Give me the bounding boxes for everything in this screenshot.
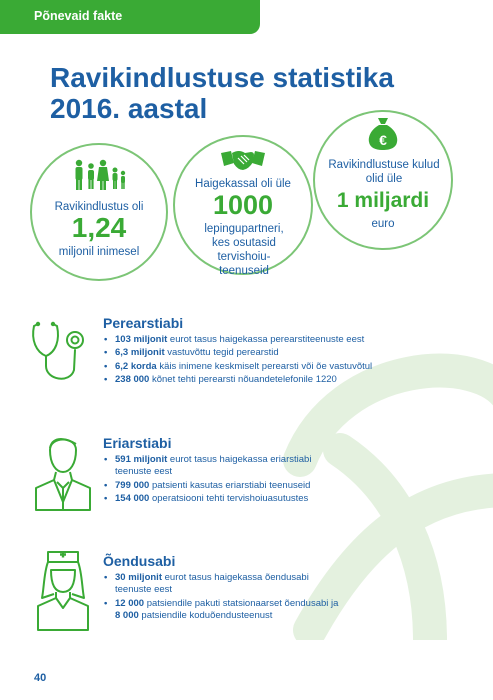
svg-text:€: € bbox=[379, 132, 387, 148]
gp-heading: Perearstiabi bbox=[103, 315, 184, 331]
header-tab bbox=[0, 0, 260, 34]
partners-post: lepingupartneri, kes osutasid tervishoiu-teenuseid bbox=[204, 223, 284, 277]
costs-circle bbox=[313, 110, 453, 250]
list-item: • 591 miljonit eurot tasus haigekassa eriarstiabi teenuste eest bbox=[103, 454, 483, 479]
partners-pre: Haigekassal oli üle bbox=[195, 178, 291, 190]
stethoscope-icon bbox=[30, 320, 88, 386]
partners-number: 1000 bbox=[212, 190, 274, 220]
family-icon bbox=[71, 159, 127, 191]
insured-circle bbox=[30, 143, 168, 281]
title-line-2: 2016. aastal bbox=[50, 93, 208, 124]
nursing-section bbox=[103, 553, 483, 623]
page-number: 40 bbox=[34, 672, 47, 684]
list-item: • 799 000 patsienti kasutas eriarstiabi teenuseid bbox=[103, 480, 483, 492]
doctor-icon bbox=[34, 430, 92, 512]
costs-pre: Ravikindlustuse kulud olid üle bbox=[328, 159, 440, 185]
nurse-icon bbox=[34, 548, 92, 632]
list-item: • 6,3 miljonit vastuvõttu tegid perearstid bbox=[103, 347, 483, 359]
insured-number: 1,24 bbox=[71, 212, 127, 243]
partners-circle bbox=[173, 135, 313, 275]
list-item: • 30 miljonit eurot tasus haigekassa õendusabi teenuste eest bbox=[103, 572, 483, 597]
list-item: • 103 miljonit eurot tasus haigekassa perearstiteenuste eest bbox=[103, 334, 483, 346]
handshake-icon bbox=[221, 147, 265, 173]
costs-number: 1 miljardi bbox=[336, 189, 430, 212]
money-bag-euro-icon bbox=[368, 118, 398, 150]
specialist-section bbox=[103, 435, 483, 506]
nursing-heading: Õendusabi bbox=[103, 553, 176, 569]
list-item: • 238 000 kõnet tehti perearsti nõuandetelefonile 1220 bbox=[103, 374, 483, 386]
list-item: • 154 000 operatsiooni tehti tervishoiuasutustes bbox=[103, 493, 483, 505]
insured-pre: Ravikindlustus oli bbox=[54, 201, 144, 213]
specialist-heading: Eriarstiabi bbox=[103, 435, 172, 451]
costs-post: euro bbox=[371, 218, 395, 230]
insured-post: miljonil inimesel bbox=[58, 246, 140, 258]
header-tab-label: Põnevaid fakte bbox=[34, 9, 123, 23]
list-item: • 6,2 korda käis inimene keskmiselt perearsti või õe vastuvõtul bbox=[103, 361, 483, 373]
gp-section bbox=[103, 315, 483, 387]
title-line-1: Ravikindlustuse statistika bbox=[50, 62, 394, 93]
list-item: • 12 000 patsiendile pakuti statsionaarset õendusabi ja 8 000 patsiendile koduõendusteenust bbox=[103, 598, 483, 623]
